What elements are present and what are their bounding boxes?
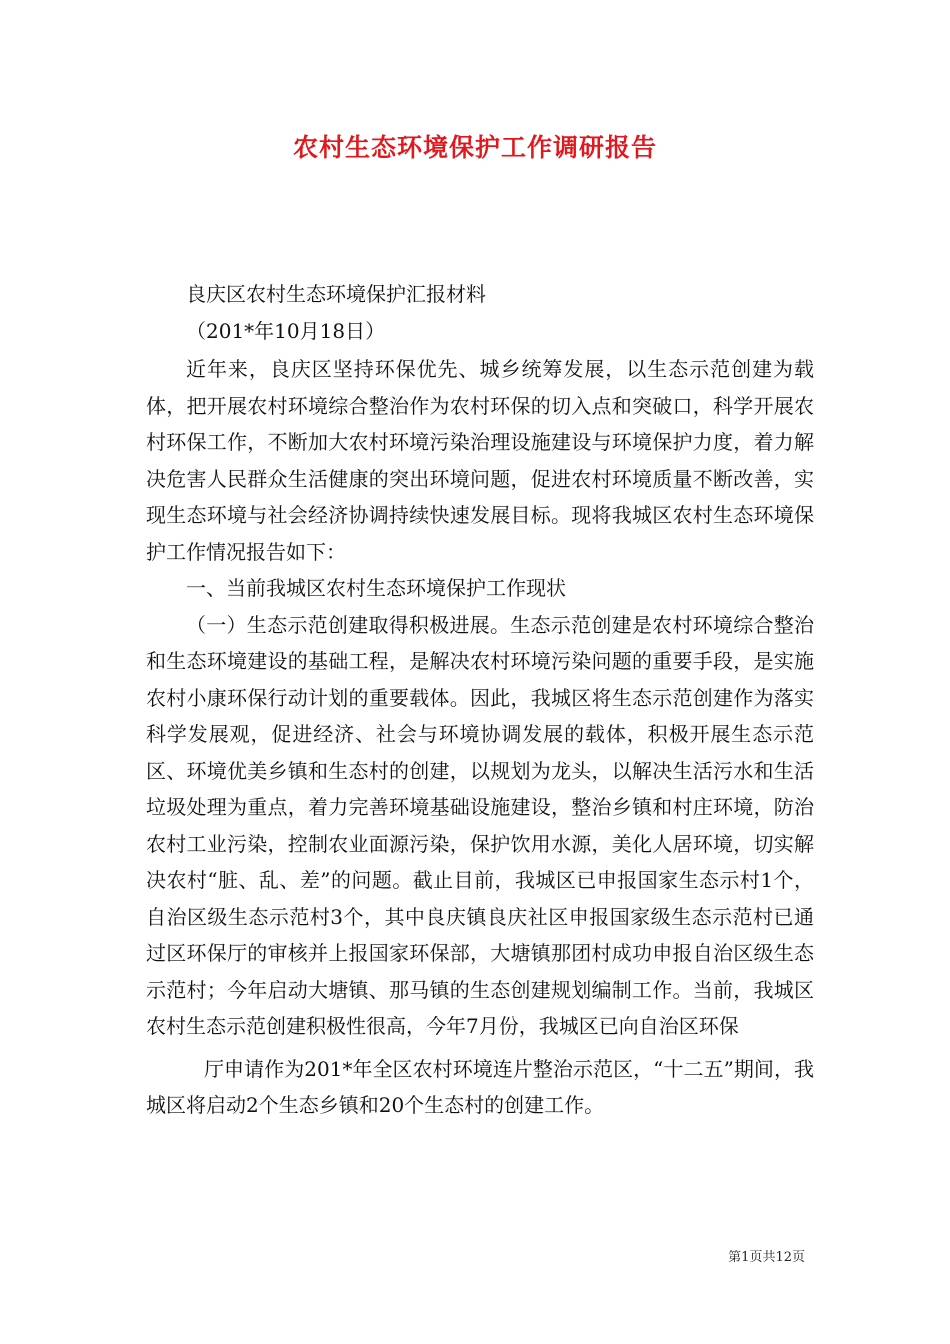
paragraph-date: （201*年10月18日） — [186, 318, 386, 343]
document-body — [146, 276, 814, 1124]
page-number: 第1页共12页 — [728, 1250, 805, 1265]
section-heading-1: 一、当前我城区农村生态环境保护工作现状 — [186, 576, 566, 600]
document-title: 农村生态环境保护工作调研报告 — [292, 133, 657, 162]
paragraph-section-1-1: （一）生态示范创建取得积极进展。生态示范创建是农村环境综合整治和生态环境建设的基础工程，是解决农村环境污染问题的重要手段，是实施农村小康环保行动计划的重要载体。因此，我城区将生态示范创建作为落实科学发展观，促进经济、社会与环境协调发展的载体，积极开展生态示范区、环境优美乡镇和生态村的创建，以规划为龙头，以解决生活污水和生活垃圾处理为重点，着力完善环境基础设施建设，整治乡镇和村庄环境，防治农村工业污染，控制农业面源污染，保护饮用水源，美化人居环境，切实解决农村“脏、乱、差”的问题。截止目前，我城区已申报国家生态示村1个，自治区级生态示范村3个，其中良庆镇良庆社区申报国家级生态示范村已通过区环保厅的审核并上报国家环保部，大塘镇那团村成功申报自治区级生态示范村；今年启动大塘镇、那马镇的生态创建规划编制工作。当前，我城区农村生态示范创建积极性很高，今年7月份，我城区已向自治区环保 — [146, 612, 814, 1038]
paragraph-continuation: 厅申请作为201*年全区农村环境连片整治示范区，“十二五”期间，我城区将启动2个生态乡镇和20个生态村的创建工作。 — [146, 1056, 814, 1117]
paragraph-intro: 近年来，良庆区坚持环保优先、城乡统筹发展，以生态示范创建为载体，把开展农村环境综合整治作为农村环保的切入点和突破口，科学开展农村环保工作，不断加大农村环境污染治理设施建设与环境保护力度，着力解决危害人民群众生活健康的突出环境问题，促进农村环境质量不断改善，实现生态环境与社会经济协调持续快速发展目标。现将我城区农村生态环境保护工作情况报告如下： — [146, 357, 814, 564]
paragraph-subtitle: 良庆区农村生态环境保护汇报材料 — [186, 282, 486, 306]
